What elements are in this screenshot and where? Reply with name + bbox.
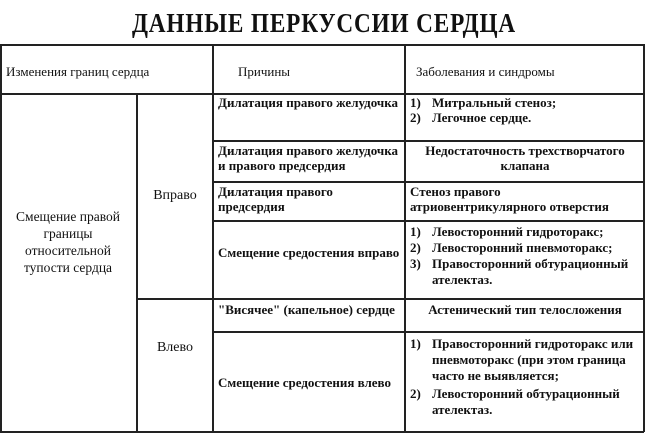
cause-cell: Смещение средостения влево — [218, 375, 391, 390]
cause-cell: Дилатация правого предсердия — [218, 184, 333, 214]
disease-cell: Недостаточность трехстворчатого клапана — [425, 143, 625, 173]
table-right-border — [643, 44, 645, 432]
list-item: 2) Левосторонний обтурационный ателектаз. — [410, 386, 620, 417]
list-item: 2) Легочное сердце. — [410, 110, 532, 125]
disease-cell — [410, 336, 640, 418]
list-item: 1) Правосторонний гидроторакс или пневмоторакс (при этом граница часто не выявляется; — [410, 336, 634, 383]
disease-cell — [410, 224, 640, 288]
column-divider — [212, 44, 214, 432]
cause-cell: "Висячее" (капельное) сердце — [218, 302, 395, 317]
table-top-border — [0, 44, 644, 46]
cause-cell: Дилатация правого желудочка и правого предсердия — [218, 143, 399, 173]
table-left-border — [0, 44, 2, 432]
disease-cell: Астенический тип телосложения — [428, 302, 622, 317]
row-divider — [212, 181, 644, 183]
group-label: Смещение правой границы относительной тупости сердца — [16, 209, 120, 275]
row-divider — [212, 331, 644, 333]
row-divider — [212, 220, 644, 222]
direction-left: Влево — [156, 340, 194, 355]
row-divider — [212, 140, 644, 142]
direction-right: Вправо — [153, 188, 197, 203]
column-divider — [404, 44, 406, 432]
cause-cell: Смещение средостения вправо — [218, 245, 400, 260]
table-bottom-border — [0, 431, 644, 433]
header-causes: Причины — [238, 64, 291, 79]
list-item: 1) Левосторонний гидроторакс; — [410, 224, 604, 239]
list-item: 2) Левосторонний пневмоторакс; — [410, 240, 613, 255]
disease-cell: Стеноз правого атриовентрикулярного отверстия — [410, 184, 609, 214]
cause-cell: Дилатация правого желудочка — [218, 95, 399, 110]
list-item: 3) Правосторонний обтурационный ателектаз. — [410, 256, 629, 287]
header-diseases: Заболевания и синдромы — [416, 64, 555, 79]
column-divider — [136, 93, 138, 432]
disease-cell — [410, 95, 640, 125]
header-boundary-changes: Изменения границ сердца — [6, 64, 150, 79]
page-title: ДАННЫЕ ПЕРКУССИИ СЕРДЦА — [131, 8, 517, 38]
list-item: 1) Митральный стеноз; — [410, 95, 557, 110]
